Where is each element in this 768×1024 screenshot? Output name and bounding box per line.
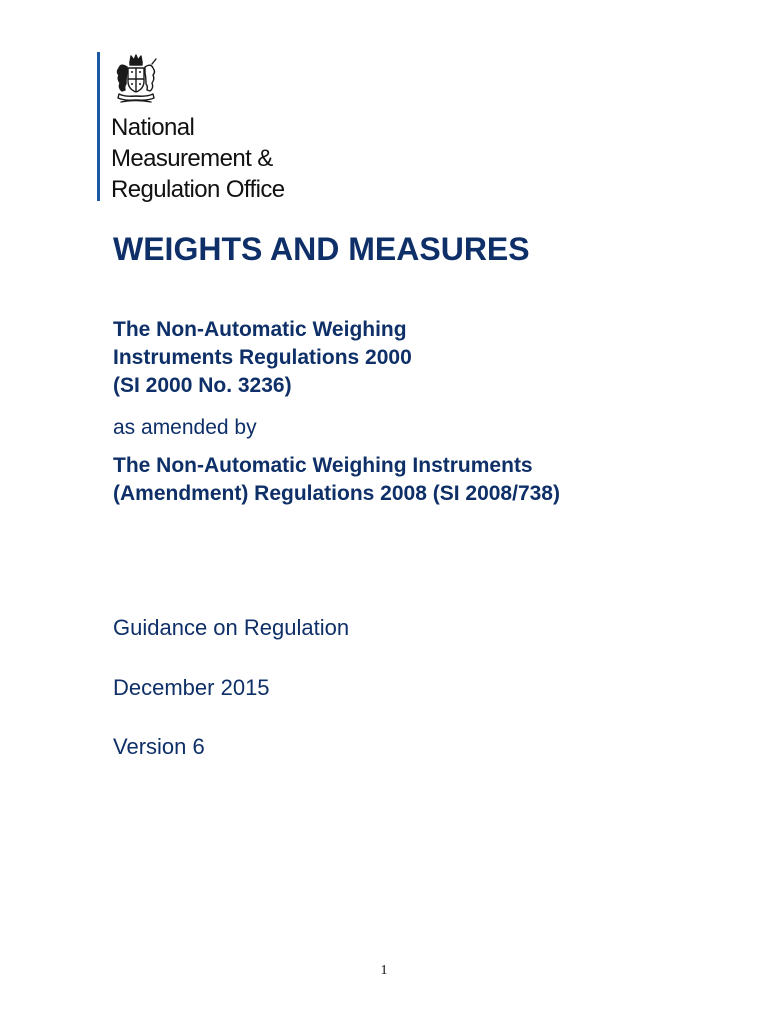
document-title: WEIGHTS AND MEASURES	[113, 231, 530, 267]
amended-by-text: as amended by	[113, 416, 257, 439]
amendment-title-line: (Amendment) Regulations 2008 (SI 2008/738)	[113, 482, 560, 505]
amendment-title-line: The Non-Automatic Weighing Instruments	[113, 454, 533, 477]
regulation-title-line: Instruments Regulations 2000	[113, 346, 412, 369]
document-date: December 2015	[113, 675, 270, 700]
logo-divider-rule	[97, 52, 100, 201]
organization-name	[111, 112, 284, 205]
organization-name-line: National	[111, 114, 195, 141]
regulation-title-line: The Non-Automatic Weighing	[113, 318, 407, 341]
document-version: Version 6	[113, 734, 205, 759]
organization-name-line: Regulation Office	[111, 176, 285, 203]
royal-coat-of-arms-icon	[111, 53, 161, 105]
regulation-title-line: (SI 2000 No. 3236)	[113, 374, 292, 397]
page-number: 1	[380, 963, 388, 978]
guidance-label: Guidance on Regulation	[113, 615, 350, 640]
amendment-title	[113, 452, 560, 508]
regulation-title	[113, 316, 412, 400]
organization-name-line: Measurement &	[111, 145, 273, 172]
